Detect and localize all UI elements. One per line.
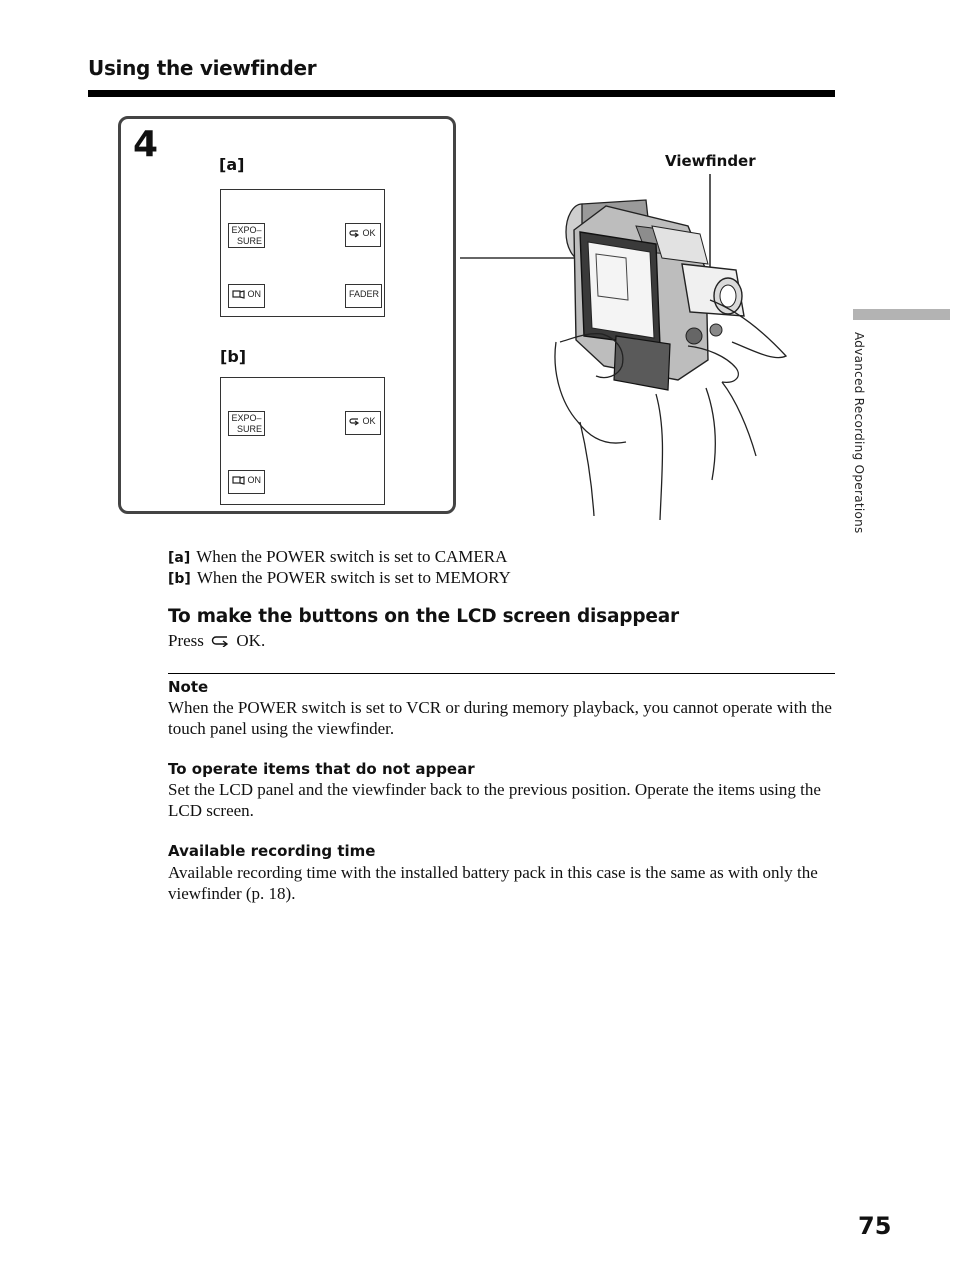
fader-label: FADER <box>349 289 380 299</box>
section-title: Using the viewfinder <box>88 56 317 80</box>
ok-label: OK <box>362 416 376 426</box>
note-text: When the POWER switch is set to VCR or during memory playback, you cannot operate with the touch panel using the viewfinder. <box>168 698 832 738</box>
press-suffix: OK. <box>236 631 266 650</box>
caption-b-text: When the POWER switch is set to MEMORY <box>196 568 511 587</box>
viewfinder-on-button[interactable] <box>228 284 265 308</box>
return-arrow-icon <box>349 418 360 426</box>
ok-button[interactable] <box>345 411 381 435</box>
caption-b-key: [b] <box>168 571 191 587</box>
viewfinder-on-button[interactable] <box>228 470 265 494</box>
caption-a-text: When the POWER switch is set to CAMERA <box>196 547 508 566</box>
exposure-label-2: SURE <box>236 236 262 246</box>
lcd-screen-b <box>220 377 385 505</box>
note-title: Note <box>168 678 209 696</box>
on-label: ON <box>247 475 262 485</box>
recording-time-text: Available recording time with the installed battery pack in this case is the same as with only the viewfinder (p. 18). <box>168 863 818 903</box>
press-prefix: Press <box>168 631 204 650</box>
press-instruction <box>168 631 265 651</box>
caption-b <box>168 567 511 590</box>
subsection-heading: To make the buttons on the LCD screen disappear <box>168 606 679 627</box>
title-rule <box>88 90 835 97</box>
note-divider <box>168 673 835 674</box>
exposure-button[interactable] <box>228 411 265 436</box>
ok-label: OK <box>362 228 376 238</box>
operate-text: Set the LCD panel and the viewfinder back to the previous position. Operate the items using the LCD screen. <box>168 780 821 820</box>
viewfinder-icon <box>232 476 245 485</box>
return-arrow-icon <box>349 230 360 238</box>
step-number: 4 <box>133 124 159 165</box>
fader-button[interactable] <box>345 284 382 308</box>
operate-title: To operate items that do not appear <box>168 760 475 778</box>
section-tab <box>853 309 950 320</box>
exposure-label-1: EXPO– <box>231 225 262 235</box>
panel-a-label: [a] <box>219 155 245 174</box>
caption-a <box>168 546 507 569</box>
viewfinder-icon <box>232 290 245 299</box>
section-tab-label: Advanced Recording Operations <box>852 332 866 534</box>
lcd-screen-a <box>220 189 385 317</box>
recording-time-title: Available recording time <box>168 842 376 860</box>
ok-button[interactable] <box>345 223 381 247</box>
panel-b-label: [b] <box>220 347 247 366</box>
exposure-label-1: EXPO– <box>231 413 262 423</box>
camcorder-illustration <box>456 170 796 522</box>
exposure-button[interactable] <box>228 223 265 248</box>
exposure-label-2: SURE <box>236 424 262 434</box>
page-number: 75 <box>858 1212 892 1240</box>
return-arrow-icon <box>210 635 230 647</box>
viewfinder-label: Viewfinder <box>665 152 756 170</box>
caption-a-key: [a] <box>168 550 191 566</box>
on-label: ON <box>247 289 262 299</box>
